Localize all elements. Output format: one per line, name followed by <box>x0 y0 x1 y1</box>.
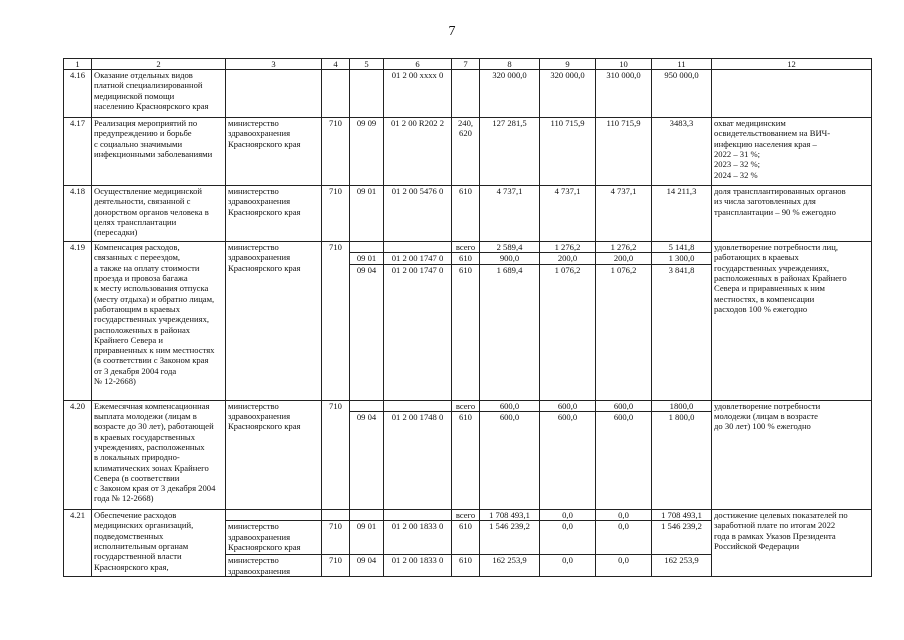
code-expense-type: 610 <box>452 264 480 400</box>
organization: министерство здравоохранения <box>226 555 322 577</box>
table-row <box>64 242 872 253</box>
amount-total: 1 546 239,2 <box>652 521 712 555</box>
measure-description: Реализация мероприятий по предупреждению и борьбе с социально значимыми инфекционными заболеваниями <box>92 118 226 186</box>
header-cell: 5 <box>350 59 384 70</box>
header-row <box>64 59 872 70</box>
code-ministry: 710 <box>322 242 350 401</box>
code-target: 01 2 00 R202 2 <box>384 118 452 186</box>
header-cell: 8 <box>480 59 540 70</box>
total-label: всего <box>452 400 480 411</box>
amount-2022: 2 589,4 <box>480 242 540 253</box>
code-target: 01 2 00 1833 0 <box>384 521 452 555</box>
table-row <box>64 400 872 411</box>
measure-description: Обеспечение расходов медицинских организаций, подведомственных исполнительным органам государственной власти Красноярского края, <box>92 509 226 576</box>
code-expense-type: 610 <box>452 521 480 555</box>
code-target: 01 2 00 1747 0 <box>384 264 452 400</box>
amount-2022: 127 281,5 <box>480 118 540 186</box>
code-target: 01 2 00 1747 0 <box>384 253 452 264</box>
header-cell: 10 <box>596 59 652 70</box>
amount-total: 1 800,0 <box>652 411 712 509</box>
expected-result <box>712 70 872 118</box>
expected-result: удовлетворение потребности лиц, работающих в краевых государственных учреждениях, расположенных в районах Крайнего Севера и приравненных к ним местностях, в компенсации расходов 100 % ежегодно <box>712 242 872 401</box>
amount-total: 950 000,0 <box>652 70 712 118</box>
expected-result: удовлетворение потребности молодежи (лицам в возрасте до 30 лет) 100 % ежегодно <box>712 400 872 509</box>
header-cell: 12 <box>712 59 872 70</box>
code-section <box>350 242 384 253</box>
code-ministry: 710 <box>322 186 350 242</box>
code-target: 01 2 00 xxxx 0 <box>384 70 452 118</box>
header-cell: 7 <box>452 59 480 70</box>
amount-2024: 310 000,0 <box>596 70 652 118</box>
expected-result: достижение целевых показателей по заработной плате по итогам 2022 года в рамках Указов Президента Российской Федерации <box>712 509 872 576</box>
code-target: 01 2 00 1748 0 <box>384 411 452 509</box>
header-cell: 3 <box>226 59 322 70</box>
code-section: 09 01 <box>350 253 384 264</box>
amount-2023: 0,0 <box>540 509 596 520</box>
amount-2023: 0,0 <box>540 555 596 577</box>
measure-description: Оказание отдельных видов платной специализированной медицинской помощи населению Красноярского края <box>92 70 226 118</box>
amount-2023: 1 276,2 <box>540 242 596 253</box>
code-ministry <box>322 70 350 118</box>
amount-total: 14 211,3 <box>652 186 712 242</box>
amount-2023: 200,0 <box>540 253 596 264</box>
amount-2023: 320 000,0 <box>540 70 596 118</box>
row-number: 4.17 <box>64 118 92 186</box>
code-expense-type: 610 <box>452 253 480 264</box>
amount-2023: 600,0 <box>540 411 596 509</box>
amount-total: 1 300,0 <box>652 253 712 264</box>
code-section <box>350 70 384 118</box>
header-cell: 2 <box>92 59 226 70</box>
measure-description: Компенсация расходов, связанных с переездом, а также на оплату стоимости проезда и провоза багажа к месту использования отпуска (месту отдыха) и обратно лицам, работающим в краевых государственных учреждениях, расположенных в районах Крайнего Севера и приравненных к ним местностях (в соответствии с Законом края от 3 декабря 2004 года № 12-2668) <box>92 242 226 401</box>
program-table <box>63 58 872 577</box>
organization: министерство здравоохранения Красноярского края <box>226 400 322 509</box>
total-label: всего <box>452 242 480 253</box>
amount-total: 5 141,8 <box>652 242 712 253</box>
code-section <box>350 509 384 520</box>
code-expense-type: 610 <box>452 411 480 509</box>
amount-2022: 320 000,0 <box>480 70 540 118</box>
code-target <box>384 242 452 253</box>
code-ministry: 710 <box>322 555 350 577</box>
row-number: 4.20 <box>64 400 92 509</box>
amount-2023: 1 076,2 <box>540 264 596 400</box>
amount-2024: 1 076,2 <box>596 264 652 400</box>
code-target: 01 2 00 5476 0 <box>384 186 452 242</box>
code-ministry: 710 <box>322 400 350 509</box>
measure-description: Ежемесячная компенсационная выплата молодежи (лицам в возрасте до 30 лет), работающей в краевых государственных учреждениях, расположенных в локальных природно- климатических зонах Крайнего Севера (в соответствии с Законом края от 3 декабря 2004 года № 12-2668) <box>92 400 226 509</box>
code-section: 09 01 <box>350 186 384 242</box>
code-section: 09 04 <box>350 555 384 577</box>
header-cell: 6 <box>384 59 452 70</box>
measure-description: Осуществление медицинской деятельности, связанной с донорством органов человека в целях трансплантации (пересадки) <box>92 186 226 242</box>
amount-2022: 900,0 <box>480 253 540 264</box>
table-row <box>64 186 872 242</box>
code-ministry <box>322 509 350 520</box>
expected-result: доля трансплантированных органов из числа заготовленных для трансплантации – 90 % ежегодно <box>712 186 872 242</box>
code-expense-type <box>452 70 480 118</box>
header-cell: 9 <box>540 59 596 70</box>
organization: министерство здравоохранения Красноярского края <box>226 186 322 242</box>
amount-2024: 0,0 <box>596 521 652 555</box>
amount-2023: 0,0 <box>540 521 596 555</box>
code-section <box>350 400 384 411</box>
amount-total: 1800,0 <box>652 400 712 411</box>
amount-2023: 4 737,1 <box>540 186 596 242</box>
organization <box>226 509 322 520</box>
amount-2022: 1 546 239,2 <box>480 521 540 555</box>
amount-2024: 1 276,2 <box>596 242 652 253</box>
header-cell: 1 <box>64 59 92 70</box>
amount-2023: 110 715,9 <box>540 118 596 186</box>
total-label: всего <box>452 509 480 520</box>
row-number: 4.21 <box>64 509 92 576</box>
amount-2022: 1 708 493,1 <box>480 509 540 520</box>
table-row <box>64 70 872 118</box>
code-expense-type: 610 <box>452 186 480 242</box>
row-number: 4.19 <box>64 242 92 401</box>
amount-2022: 162 253,9 <box>480 555 540 577</box>
amount-total: 3 841,8 <box>652 264 712 400</box>
code-section: 09 01 <box>350 521 384 555</box>
code-expense-type: 240, 620 <box>452 118 480 186</box>
code-section: 09 04 <box>350 411 384 509</box>
amount-2024: 0,0 <box>596 509 652 520</box>
code-section: 09 09 <box>350 118 384 186</box>
amount-2022: 600,0 <box>480 400 540 411</box>
amount-total: 1 708 493,1 <box>652 509 712 520</box>
amount-2024: 600,0 <box>596 411 652 509</box>
amount-2024: 600,0 <box>596 400 652 411</box>
amount-2024: 4 737,1 <box>596 186 652 242</box>
amount-2022: 4 737,1 <box>480 186 540 242</box>
amount-2022: 1 689,4 <box>480 264 540 400</box>
amount-2024: 200,0 <box>596 253 652 264</box>
code-target <box>384 509 452 520</box>
table-row <box>64 509 872 520</box>
organization: министерство здравоохранения Красноярского края <box>226 521 322 555</box>
code-ministry: 710 <box>322 118 350 186</box>
code-section: 09 04 <box>350 264 384 400</box>
amount-2022: 600,0 <box>480 411 540 509</box>
code-target <box>384 400 452 411</box>
expected-result: охват медицинским освидетельствованием на ВИЧ- инфекцию населения края – 2022 – 31 %; 2023 – 32 %; 2024 – 32 % <box>712 118 872 186</box>
amount-2024: 110 715,9 <box>596 118 652 186</box>
amount-2024: 0,0 <box>596 555 652 577</box>
row-number: 4.16 <box>64 70 92 118</box>
organization <box>226 70 322 118</box>
table-row <box>64 118 872 186</box>
organization: министерство здравоохранения Красноярского края <box>226 242 322 401</box>
row-number: 4.18 <box>64 186 92 242</box>
code-expense-type: 610 <box>452 555 480 577</box>
code-target: 01 2 00 1833 0 <box>384 555 452 577</box>
amount-2023: 600,0 <box>540 400 596 411</box>
amount-total: 162 253,9 <box>652 555 712 577</box>
page-number: 7 <box>448 24 456 39</box>
header-cell: 4 <box>322 59 350 70</box>
header-cell: 11 <box>652 59 712 70</box>
code-ministry: 710 <box>322 521 350 555</box>
organization: министерство здравоохранения Красноярского края <box>226 118 322 186</box>
amount-total: 3483,3 <box>652 118 712 186</box>
